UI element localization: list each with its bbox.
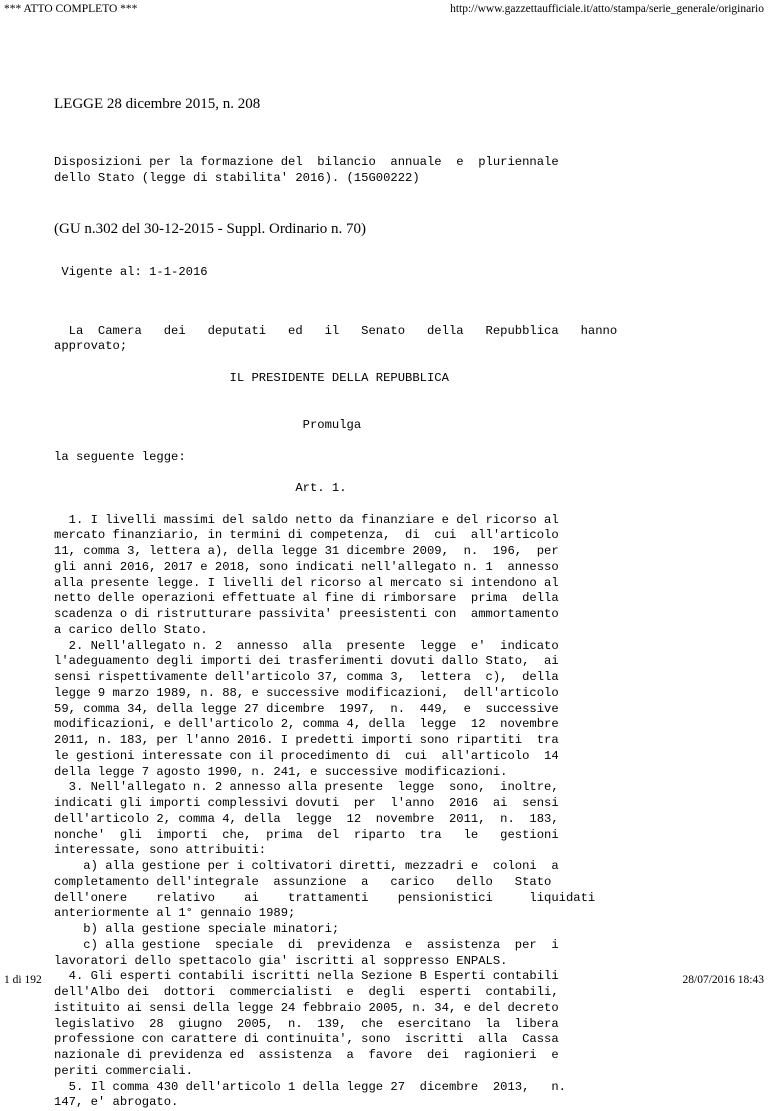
page-counter: 1 di 192 bbox=[4, 974, 42, 986]
print-header-title: *** ATTO COMPLETO *** bbox=[4, 3, 138, 15]
vigente-date: Vigente al: 1-1-2016 bbox=[54, 265, 208, 279]
law-title: LEGGE 28 dicembre 2015, n. 208 bbox=[54, 96, 261, 112]
print-timestamp: 28/07/2016 18:43 bbox=[682, 974, 764, 986]
law-subtitle: Disposizioni per la formazione del bilancio annuale e pluriennale dello Stato (legge di stabilita' 2016). (15G00222) bbox=[54, 155, 559, 185]
print-header-url: http://www.gazzettaufficiale.it/atto/stampa/serie_generale/originario bbox=[450, 3, 764, 15]
gazette-reference: (GU n.302 del 30-12-2015 - Suppl. Ordinario n. 70) bbox=[54, 221, 367, 237]
law-body-text: La Camera dei deputati ed il Senato della Repubblica hanno approvato; IL PRESIDENTE DELLA REPUBBLICA Promulga la seguente legge: Art. 1. 1. I livelli massimi del saldo netto da finanziare e del ricorso al mercato finanziario, in termini di competenza, di cui all'articolo 11, comma 3, lettera a), della legge 31 dicembre 2009, n. 196, per gli anni 2016, 2017 e 2018, sono indicati nell'allegato n. 1 annesso alla presente legge. I livelli del ricorso al mercato si intendono al netto delle operazioni effettuate al fine di rimborsare prima della scadenza o di ristrutturare passivita' preesistenti con ammortamento a carico dello Stato. 2. Nell'allegato n. 2 annesso alla presente legge e' indicato l'adeguamento degli importi dei trasferimenti dovuti dallo Stato, ai sensi rispettivamente dell'articolo 37, comma 3, lettera c), della legge 9 marzo 1989, n. 88, e successive modificazioni, dell'articolo 59, comma 34, della legge 27 dicembre 1997, n. 449, e successive modificazioni, e dell'articolo 2, comma 4, della legge 12 novembre 2011, n. 183, per l'anno 2016. I predetti importi sono ripartiti tra le gestioni interessate con il procedimento di cui all'articolo 14 della legge 7 agosto 1990, n. 241, e successive modificazioni. 3. Nell'allegato n. 2 annesso alla presente legge sono, inoltre, indicati gli importi complessivi dovuti per l'anno 2016 ai sensi dell'articolo 2, comma 4, della legge 12 novembre 2011, n. 183, nonche' gli importi che, prima del riparto tra le gestioni interessate, sono attribuiti: a) alla gestione per i coltivatori diretti, mezzadri e coloni a completamento dell'integrale assunzione a carico dello Stato dell'onere relativo ai trattamenti pensionistici liquidati anteriormente al 1° gennaio 1989; b) alla gestione speciale minatori; c) alla gestione speciale di previdenza e assistenza per i lavoratori dello spettacolo gia' iscritti al soppresso ENPALS. 4. Gli esperti contabili iscritti nella Sezione B Esperti contabili dell'Albo dei dottori commercialisti e degli esperti contabili, istituito ai sensi della legge 24 febbraio 2005, n. 34, e del decreto legislativo 28 giugno 2005, n. 139, che esercitano la libera professione con carattere di continuita', sono iscritti alla Cassa nazionale di previdenza ed assistenza a favore dei ragionieri e periti commerciali. 5. Il comma 430 dell'articolo 1 della legge 27 dicembre 2013, n. 147, e' abrogato. bbox=[54, 323, 618, 1110]
